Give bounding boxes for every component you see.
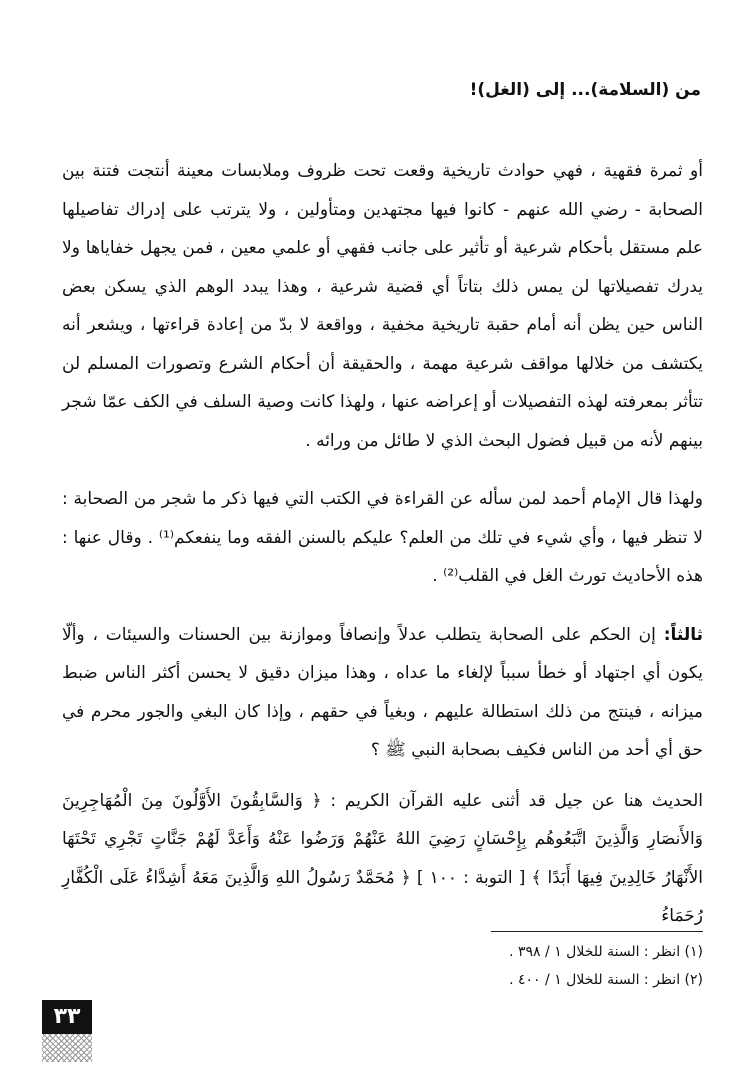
footnote-1: (١) انظر : السنة للخلال ١ / ٣٩٨ . bbox=[509, 944, 703, 960]
footnote-2: (٢) انظر : السنة للخلال ١ / ٤٠٠ . bbox=[509, 972, 703, 988]
paragraph-3-text: إن الحكم على الصحابة يتطلب عدلاً وإنصافاً وموازنة بين الحسنات والسيئات ، وألّا يكون أي اجتهاد أو خطأ سبباً لإلغاء ما عداه ، وهذا ميزان دقيق لا يحسن أكثر الناس ضبط ميزانه ، فينتج من ذلك استطالة عليهم ، وبغياً في حقهم ، وإذا كان البغي والجور محرم في حق أي أحد من الناس فكيف بصحابة النبي ﷺ ؟ bbox=[62, 624, 703, 760]
footnotes bbox=[62, 938, 703, 994]
page-number: ٣٣ bbox=[42, 1000, 92, 1034]
decorative-pattern bbox=[42, 1034, 92, 1062]
paragraph-4: الحديث هنا عن جيل قد أثنى عليه القرآن الكريم : ﴿ وَالسَّابِقُونَ الأَوَّلُونَ مِنَ الْمُهَاجِرِينَ وَالأَنصَارِ وَالَّذِينَ اتَّبَعُوهُم بِإِحْسَانٍ رَضِيَ اللهُ عَنْهُمْ وَرَضُوا عَنْهُ وَأَعَدَّ لَهُمْ جَنَّاتٍ تَجْرِي تَحْتَهَا الأَنْهَارُ خَالِدِينَ فِيهَا أَبَدًا ﴾ [ التوبة : ١٠٠ ] ﴿ مُحَمَّدٌ رَسُولُ اللهِ وَالَّذِينَ مَعَهُ أَشِدَّاءُ عَلَى الْكُفَّارِ رُحَمَاءُ bbox=[62, 790, 703, 926]
paragraph-3 bbox=[62, 616, 703, 770]
page-header-title: من (السلامة)... إلى (الغل)! bbox=[469, 80, 701, 100]
paragraph-1: أو ثمرة فقهية ، فهي حوادث تاريخية وقعت تحت ظروف وملابسات معينة أنتجت فتنة بين الصحابة - رضي الله عنهم - كانوا فيها مجتهدين ومتأولين ، ولا يترتب على إدراك تفاصيلها علم مستقل بأحكام شرعية أو تأثير على جانب فقهي أو علمي معين ، فمن يجهل خفاياها ولا يدرك تفصيلاتها لن يمس ذلك بتاتاً أي قضية شرعية ، وهذا يبدد الوهم الذي يسكن بعض الناس حين يظن أنه أمام حقبة تاريخية مخفية ، وواقعة لا بدّ من إعادة قراءتها ، ويشعر أنه يكتشف من خلالها مواقف شرعية مهمة ، والحقيقة أن أحكام الشرع وتصورات المسلم لن تتأثر بمعرفته لهذه التفصيلات أو إعراضه عنها ، ولهذا كانت وصية السلف في الكف عمّا شجر بينهم لأنه من قبيل فضول البحث الذي لا طائل من ورائه . bbox=[62, 161, 703, 451]
paragraph-2: ولهذا قال الإمام أحمد لمن سأله عن القراءة في الكتب التي فيها ذكر ما شجر من الصحابة : لا تنظر فيها ، وأي شيء في تلك من العلم؟ عليكم بالسنن الفقه وما ينفعكم⁽¹⁾ . وقال عنها : هذه الأحاديث تورث الغل في القلب⁽²⁾ . bbox=[62, 489, 703, 586]
footnote-divider bbox=[491, 931, 703, 932]
paragraph-3-lead: ثالثاً: bbox=[663, 624, 703, 645]
body-text bbox=[62, 152, 703, 936]
